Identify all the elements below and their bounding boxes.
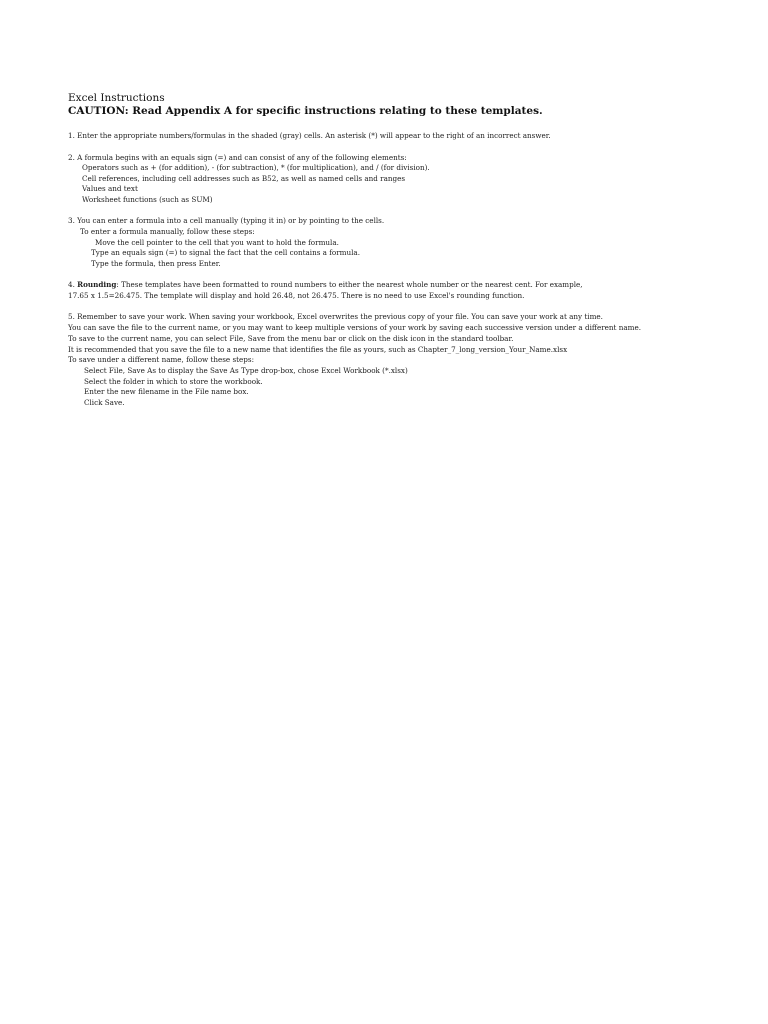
- item-4-label: Rounding: [77, 280, 117, 289]
- item-2-element: Worksheet functions (such as SUM): [82, 195, 213, 204]
- item-3-step: Type an equals sign (=) to signal the fact that the cell contains a formula.: [91, 248, 360, 257]
- item-3-step: Type the formula, then press Enter.: [91, 259, 221, 268]
- item-2-element: Cell references, including cell addresses such as B52, as well as named cells and ranges: [82, 174, 406, 183]
- item-1: 1. Enter the appropriate numbers/formulas in the shaded (gray) cells. An asterisk (*) will appear to the right of an incorrect answer.: [68, 131, 551, 140]
- item-2-element: Operators such as + (for addition), - (for subtraction), * (for multiplication), and / (for division).: [82, 163, 430, 172]
- item-4: [68, 280, 583, 290]
- item-5-step: Click Save.: [84, 398, 125, 407]
- item-5-step: Select the folder in which to store the workbook.: [84, 377, 263, 386]
- item-5-step: Enter the new filename in the File name box.: [84, 387, 249, 396]
- item-5-step: Select File, Save As to display the Save As Type drop-box, chose Excel Workbook (*.xlsx): [84, 366, 408, 375]
- item-4-number: 4.: [68, 280, 75, 289]
- doc-title: Excel Instructions: [68, 92, 165, 104]
- item-5-line: It is recommended that you save the file to a new name that identifies the file as yours, such as Chapter_7_long_version_Your_Name.xlsx: [68, 345, 568, 354]
- item-5-line: You can save the file to the current name, or you may want to keep multiple versions of your work by saving each successive version under a different name.: [68, 323, 641, 332]
- item-3-intro: 3. You can enter a formula into a cell manually (typing it in) or by pointing to the cells.: [68, 216, 385, 225]
- item-3-lead: To enter a formula manually, follow these steps:: [80, 227, 255, 236]
- item-2-element: Values and text: [82, 184, 138, 193]
- item-5-line: To save to the current name, you can select File, Save from the menu bar or click on the disk icon in the standard toolbar.: [68, 334, 514, 343]
- item-4-continuation: 17.65 x 1.5=26.475. The template will display and hold 26.48, not 26.475. There is no need to use Excel's rounding function.: [68, 291, 525, 300]
- item-3-step: Move the cell pointer to the cell that you want to hold the formula.: [95, 238, 339, 247]
- item-5-line: To save under a different name, follow these steps:: [68, 355, 255, 364]
- item-2-intro: 2. A formula begins with an equals sign (=) and can consist of any of the following elements:: [68, 153, 407, 162]
- item-5-line: 5. Remember to save your work. When saving your workbook, Excel overwrites the previous copy of your file. You can save your work at any time.: [68, 312, 603, 321]
- item-4-text: : These templates have been formatted to round numbers to either the nearest whole number or the nearest cent. For example,: [116, 280, 583, 289]
- caution-note: CAUTION: Read Appendix A for specific instructions relating to these templates.: [68, 105, 543, 117]
